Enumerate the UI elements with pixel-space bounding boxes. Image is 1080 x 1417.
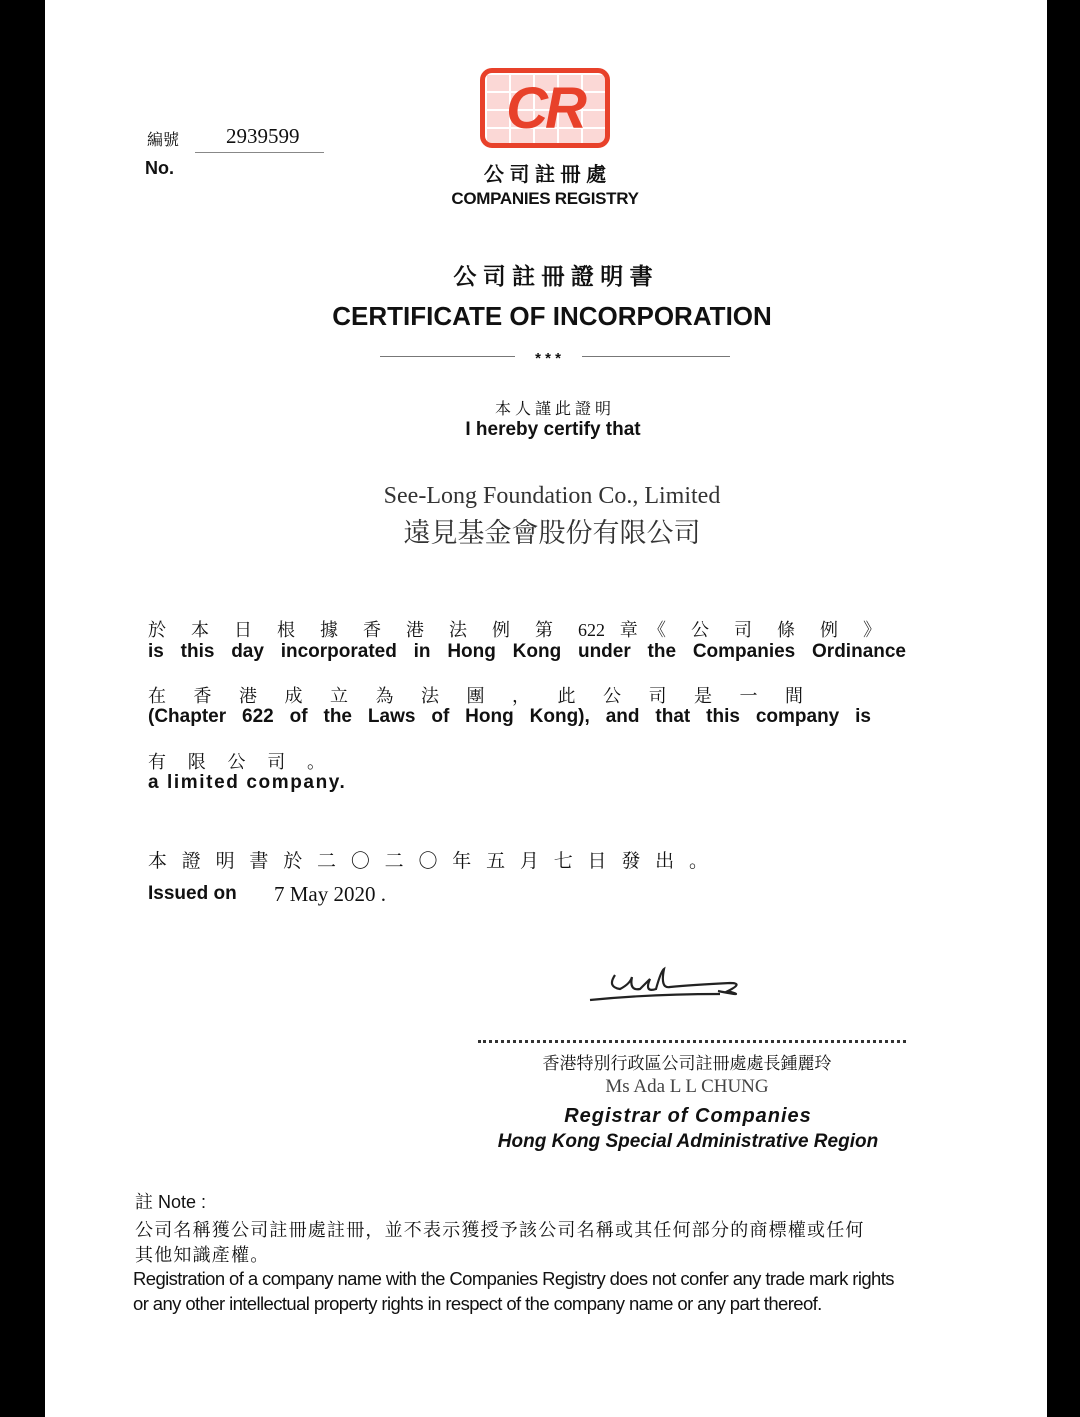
logo-text: CR <box>506 76 584 141</box>
note-zh-line-2: 其他知識產權。 <box>135 1245 270 1265</box>
body-line-3-zh: 有 限 公 司 。 <box>148 752 325 772</box>
overlay-character: 炎 <box>1005 1377 1028 1402</box>
body-line-1-zh: 於 本 日 根 據 香 港 法 例 第 622 章《 公 司 條 例 》 <box>148 620 881 640</box>
body-line-2-zh: 在 香 港 成 立 為 法 團 ， 此 公 司 是 一 間 <box>148 686 803 706</box>
company-name-en: See-Long Foundation Co., Limited <box>383 483 721 509</box>
registrar-name: Ms Ada L L CHUNG <box>605 1076 769 1097</box>
certify-en: I hereby certify that <box>465 419 641 440</box>
registrar-signature <box>585 965 760 1015</box>
title-zh: 公 司 註 冊 證 明 書 <box>453 263 653 289</box>
company-name-zh: 遠見基金會股份有限公司 <box>403 518 701 548</box>
body-line-3-en: a limited company. <box>148 772 347 793</box>
registrar-region: Hong Kong Special Administrative Region <box>497 1131 879 1152</box>
body-line-1-en: is this day incorporated in Hong Kong under the Companies Ordinance <box>148 641 906 662</box>
number-label-en: No. <box>145 158 174 178</box>
registry-name-zh: 公 司 註 冊 處 <box>483 164 607 186</box>
registry-name-en: COMPANIES REGISTRY <box>451 189 639 208</box>
certificate-number: 2939599 <box>226 124 300 148</box>
number-underline <box>195 152 324 153</box>
certify-zh: 本 人 謹 此 證 明 <box>494 401 612 418</box>
note-en-line-1: Registration of a company name with the Companies Registry does not confer any trade mark rights <box>133 1268 894 1289</box>
divider-left <box>380 356 515 357</box>
note-zh-line-1: 公司名稱獲公司註冊處註冊，並不表示獲授予該公司名稱或其任何部分的商標權或任何 <box>135 1220 865 1240</box>
note-en-line-2: or any other intellectual property rights in respect of the company name or any part thereof. <box>133 1293 822 1314</box>
certificate-page <box>45 0 1047 1417</box>
registrar-title-en: Registrar of Companies <box>564 1105 812 1127</box>
signature-line <box>478 1040 906 1043</box>
note-label: 註 Note : <box>135 1192 207 1212</box>
body-line-2-en: (Chapter 622 of the Laws of Hong Kong), and that this company is <box>148 706 871 727</box>
issued-zh: 本 證 明 書 於 二 〇 二 〇 年 五 月 七 日 發 出 。 <box>148 851 708 872</box>
issued-label: Issued on <box>148 883 237 904</box>
issued-date: 7 May 2020 . <box>274 882 386 906</box>
number-label-zh: 編號 <box>147 132 180 149</box>
divider-right <box>582 356 730 357</box>
title-en: CERTIFICATE OF INCORPORATION <box>332 301 772 331</box>
divider-ornament: * * * <box>535 350 561 367</box>
companies-registry-logo <box>480 68 610 148</box>
registrar-title-zh: 香港特別行政區公司註冊處處長鍾麗玲 <box>542 1054 832 1073</box>
